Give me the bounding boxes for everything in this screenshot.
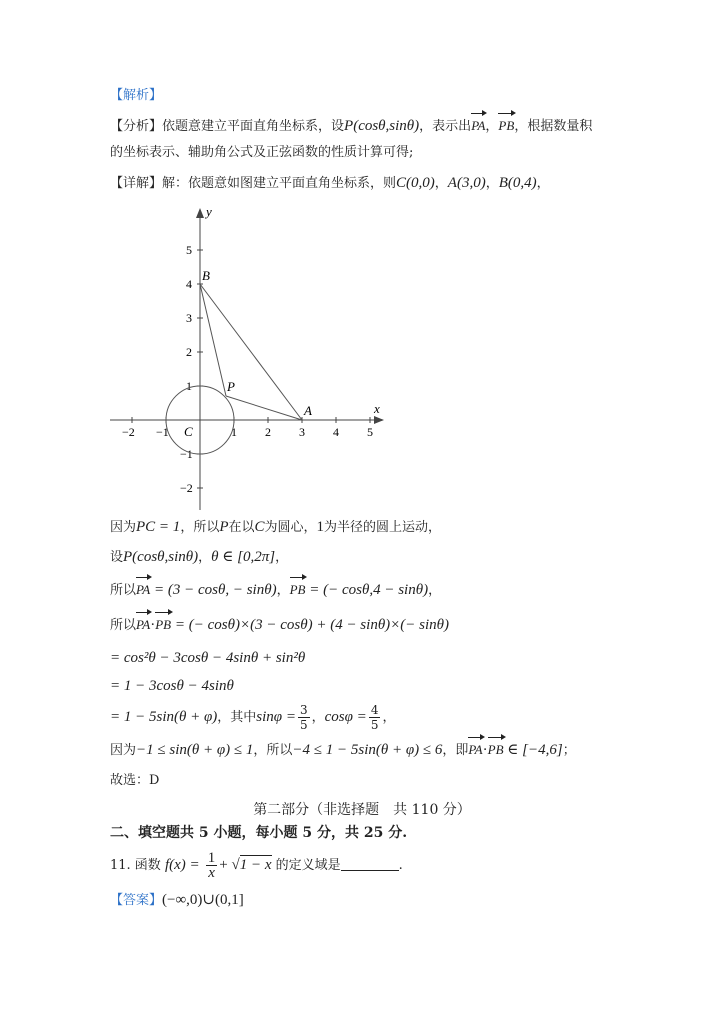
step-3-eq-1: = (3 − cosθ, − sinθ)	[150, 582, 277, 598]
x-tick-label: 4	[333, 425, 339, 439]
point-p-label: P	[227, 379, 235, 394]
answer-value: (−∞,0)∪(0,1]	[162, 892, 244, 908]
step-2	[110, 547, 288, 568]
y-tick-label: −1	[180, 447, 193, 461]
analysis-line-1	[110, 116, 592, 137]
x-tick-label: 3	[299, 425, 305, 439]
plus-sqrt: + √	[219, 857, 240, 873]
section-title: 二、填空题共 5 小题，每小题 5 分，共 25 分.	[110, 825, 408, 841]
x-axis-label: x	[374, 401, 380, 416]
segment-pa	[226, 396, 302, 420]
step-2-p: P(cosθ,sinθ)	[123, 549, 199, 565]
vector-pb: PB	[498, 116, 514, 136]
detail-tag: 【详解】	[110, 176, 163, 191]
y-axis-label: y	[206, 204, 212, 219]
radicand: 1 − x	[239, 857, 272, 873]
step-8	[110, 740, 576, 761]
x-tick-label: 5	[367, 425, 373, 439]
x-tick-label: −1	[156, 425, 169, 439]
step-8-vector-pb: PB	[488, 740, 504, 760]
detail-end: ，	[536, 176, 550, 191]
cos-phi: cosφ =	[324, 709, 367, 725]
step-5: = cos²θ − 3cosθ − 4sinθ + sin²θ	[110, 650, 306, 666]
step-6: = 1 − 3cosθ − 4sinθ	[110, 678, 234, 694]
analysis-text-3: ，根据数量积	[514, 119, 593, 134]
question-number: 11. 函数	[110, 858, 161, 873]
detail-text-1: 解：依题意如图建立平面直角坐标系，则	[162, 176, 397, 191]
y-tick-label: 1	[186, 379, 192, 393]
question-tail: 的定义域是	[275, 858, 341, 873]
step-3	[110, 580, 441, 601]
step-7-text-c: ，	[311, 710, 325, 725]
analysis-sep: ，	[485, 119, 499, 134]
step-8-text-d: ；	[562, 743, 576, 758]
step-3-sep: ，	[276, 583, 290, 598]
point-a-label: A	[304, 403, 312, 418]
analysis-line-2: 的坐标表示、辅助角公式及正弦函数的性质计算可得;	[110, 145, 414, 160]
point-a-coord: A(3,0)	[447, 175, 486, 191]
detail-line-1	[110, 173, 550, 194]
step-8-text-c: ，即	[442, 743, 469, 758]
y-tick-label: 2	[186, 345, 192, 359]
step-1-text-c: 在以	[228, 520, 255, 535]
step-9-conclusion: 故选：D	[110, 773, 160, 788]
step-4-vector-pb: PB	[155, 615, 171, 635]
step-8-text-b: ，所以	[253, 743, 293, 758]
step-4-vector-pa: PA	[136, 615, 150, 635]
step-2-text-a: 设	[110, 550, 124, 565]
step-1-one: 1	[316, 519, 325, 535]
answer-blank	[341, 870, 399, 871]
fraction-1-x	[206, 851, 218, 880]
step-8-range: ∈ [−4,6]	[503, 742, 563, 758]
step-8-dot: ·	[482, 742, 488, 758]
step-1	[110, 517, 441, 538]
fraction-num: 3	[299, 703, 308, 717]
function-fx: f(x) =	[164, 857, 200, 873]
y-tick-label: 3	[186, 311, 192, 325]
step-8-ineq-2: −4 ≤ 1 − 5sin(θ + φ) ≤ 6	[292, 742, 443, 758]
step-1-pc: PC = 1	[136, 519, 181, 535]
analysis-header: 【解析】	[110, 88, 163, 103]
fraction-num: 4	[370, 703, 379, 717]
fraction-3-5	[298, 703, 310, 732]
step-1-cc: C	[254, 519, 265, 535]
x-tick-label: 1	[231, 425, 237, 439]
step-3-end: ，	[428, 583, 442, 598]
analysis-text-2: ，表示出	[419, 119, 472, 134]
fraction-den: 5	[370, 718, 379, 732]
point-c-label: C	[184, 424, 193, 439]
step-4-dot: ·	[150, 617, 156, 633]
coordinate-graph	[100, 200, 400, 520]
step-1-text-d: 为圆心，	[264, 520, 317, 535]
step-3-eq-2: = (− cosθ,4 − sinθ)	[305, 582, 429, 598]
question-11	[110, 848, 403, 883]
answer-line	[110, 890, 244, 911]
step-2-text-b: ，	[198, 550, 212, 565]
analysis-tag: 【分析】	[110, 119, 163, 134]
x-tick-label: −2	[122, 425, 135, 439]
step-4-text-a: 所以	[110, 618, 137, 633]
step-4-eq: = (− cosθ)×(3 − cosθ) + (4 − sinθ)×(− sinθ)	[171, 617, 450, 633]
step-1-text-b: ，所以	[180, 520, 220, 535]
fraction-den: 5	[299, 718, 308, 732]
step-7	[110, 702, 395, 733]
step-7-text-d: ，	[382, 710, 396, 725]
step-8-vector-pa: PA	[468, 740, 482, 760]
step-7-eq: = 1 − 5sin(θ + φ)	[110, 709, 218, 725]
step-2-theta: θ ∈ [0,2π]	[211, 549, 276, 565]
detail-sep-2: ，	[485, 176, 499, 191]
y-tick-label: 5	[186, 243, 192, 257]
step-2-text-c: ，	[275, 550, 289, 565]
y-tick-label: −2	[180, 481, 193, 495]
detail-sep-1: ，	[434, 176, 448, 191]
fraction-den: x	[208, 865, 215, 881]
x-axis-arrow	[374, 416, 384, 424]
point-p-coord: P(cosθ,sinθ)	[344, 118, 420, 134]
part-2-title: 第二部分（非选择题 共 110 分）	[253, 802, 471, 818]
step-1-p: P	[219, 519, 229, 535]
vector-pa: PA	[471, 116, 485, 136]
point-c-coord: C(0,0)	[396, 175, 435, 191]
step-3-text-a: 所以	[110, 583, 137, 598]
point-b-label: B	[202, 268, 210, 283]
step-3-vector-pb: PB	[290, 580, 306, 600]
step-8-ineq-1: −1 ≤ sin(θ + φ) ≤ 1	[136, 742, 254, 758]
sin-phi: sinφ =	[256, 709, 296, 725]
y-tick-label: 4	[186, 277, 192, 291]
step-8-text-a: 因为	[110, 743, 137, 758]
y-axis-arrow	[196, 208, 204, 218]
answer-tag: 【答案】	[110, 893, 163, 908]
step-1-text-a: 因为	[110, 520, 137, 535]
fraction-num: 1	[207, 850, 216, 866]
step-7-text-b: ，其中	[217, 710, 257, 725]
step-3-vector-pa: PA	[136, 580, 150, 600]
fraction-4-5	[369, 703, 381, 732]
step-4	[110, 615, 449, 636]
point-b-coord: B(0,4)	[498, 175, 537, 191]
step-1-text-e: 为半径的圆上运动，	[324, 520, 442, 535]
analysis-text-1: 依题意建立平面直角坐标系，设	[162, 119, 345, 134]
x-tick-label: 2	[265, 425, 271, 439]
question-end: .	[398, 858, 403, 873]
